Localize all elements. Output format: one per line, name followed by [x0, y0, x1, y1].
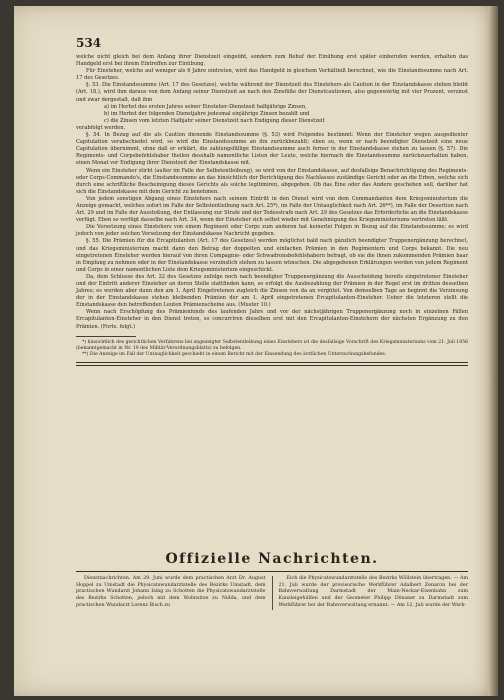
paragraph-section-54: §. 54. In Bezug auf die als Caution dienende Einstandssumme (§. 53) wird Folgendes bestimmt: Wenn der Einsteher wegen ausgedienter Capitulation verabschiedet wird, so wird die Einstandssumme an ihn zurückbezahlt; eben so, wenn er nach beendigter Dienstzeit eine neue Capitulation übernimmt, ohne daß er erklärt, die zahlungsfällige Einstandssumme auch ferner in der Einstandskasse stehen zu lassen (§. 57). Die Regiments- und Corpsbefehlshaber theilen desshalb namentliche Listen der Leute, welche hiernach die Einstandssumme zurückzuerhalten haben, einen Monat vor Endigung ihrer Dienstzeit der Einstandskasse mit. — [76, 132, 468, 167]
news-columns — [76, 576, 468, 610]
news-right-column — [279, 576, 469, 610]
news-paragraph: Dienstnachrichten. Am 29. Juni wurde dem practischen Arzt Dr. August Hoppel zu Umstadt die Physicatswundarztstelle des Bezirks Umstadt, dem practischen Wundarzt Johann Ising zu Schotten die Physicatswundarztstelle des Bezirks Schotten, jedoch mit dem Wohnsitze zu Nidda, und dem practischen Wundarzt Lorenz Bisch zu — [76, 576, 266, 608]
list-item: a) im Herbst des ersten Jahres seiner Einsteher-Dienstzeit halbjährige Zinsen, — [104, 103, 307, 110]
page-number: 534 — [76, 36, 102, 50]
list-item: c) die Zinsen vom letzten Halbjahr seiner Dienstzeit nach Endigung dieser Dienstzeit — [104, 117, 325, 124]
paragraph-section-55: §. 55. Die Prämien für die Ercapitulanten (Art. 17 des Gesetzes) werden möglichst bald nach gänzlich beendigter Truppenergänzung berechnet, und das Kriegsministerium macht dann den Betrag der doppelten und einfachen Prämien in den Regimentern und Corps bekannt. Die neu eingetretenen Einsteher werden hierauf von ihren Compagnie- oder Schwadronsbefehlshabern befragt, ob sie die ihnen zukommenden Prämien baar in Empfang zu nehmen oder in der Einstandskasse verzinslich stehen zu lassen wünschen. Die abgegebenen Erklärungen werden von jedem Regiment und Corps in einer namentlichen Liste dem Kriegsministerium eingeschickt. — [76, 238, 468, 273]
news-left-column — [76, 576, 266, 610]
main-text — [76, 54, 468, 366]
paragraph: Wenn nach Erschöpfung des Prämienfonds des laufenden Jahrs und vor der nächstjährigen Truppenergänzung noch in einzelnen Fällen Ercapitulanten-Einsteher in den Dienst treten, so concurriren dieselben erst mit den Ercapitulanten-Einstehern der nächsten Ergänzung zu den Prämien. (Forts. folgt.) — [76, 309, 468, 330]
paragraph: Von jedem sonstigen Abgang eines Einstehers nach seinem Eintritt in den Dienst wird von dem Commandanten dem Kriegsministerium die Anzeige gemacht, welches sofort im Falle der Selbstentleibung nach Art. 25*), im Falle der Untauglichkeit nach Art. 26**), im Falle der Desertion nach Art. 29 und im Falle der Ausstoßung, der Entlassung zur Strafe und der Todesstrafe nach Art. 29 des Gesetzes das Erforderliche an die Einstandskasse verfügt. Eben so verfügt dasselbe nach Art. 34, wenn der Einsteher sich selbst wieder mit Genehmigung des Kriegsministeriums vertreten läßt. — [76, 195, 468, 224]
footnote: *) hinsichtlich des gerichtlichen Verfahrens bei angezeigter Selbstentleibung eines Einstehers ist die desfallsige Vorschrift des Kriegsministeriums vom 21. Juli 1856 (bekanntgemacht in Nr. 19 des Militär-Verordnungsblatts) zu befolgen. — [76, 339, 468, 351]
list-item: b) im Herbst der folgenden Dienstjahre jedesmal einjährige Zinsen bezahlt und — [104, 110, 310, 117]
document-page — [14, 6, 498, 696]
list-tail: verabfolgt werden. — [76, 124, 126, 131]
footnote: **) Die Anzeige im Fall der Untauglichkeit geschieht in einem Bericht mit der Einsendung des ärztlichen Untersuchungsbefundes. — [82, 352, 387, 358]
paragraph: Da, dem Schlusse des Art. 22 des Gesetzes zufolge noch nach beendigter Truppenergänzung die Ausscheidung bereits eingetretener Einsteher und der Eintritt anderer Einsteher an deren Stelle stattfinden kann, so erfolgt die Ausbezahlung der Prämien in der Regel erst im dritten desselben Jahres; es werden aber dann den am 1. April Eingetretenen zugleich die Zinsen von da an vergütet. Von demselben Tage an beginnt die Verzinsung der in der Einstandskasse stehen bleibenden Prämien der am 1. April eingetretenen Ercapitulanten-Einsteher. Ueber die letzteren stellt die Einstandskasse den betreffenden Leuten Prämienscheine aus. (Muster 10.) — [76, 273, 468, 309]
paragraph-section-53: §. 53. Die Einstandssumme (Art. 17 des Gesetzes), welche während der Dienstzeit des Einstehers als Caution in der Einstandskasse stehen bleibt (Art. 18.), wird ihm daraus von dem Anfang seiner Dienstzeit an nach den Zinsfüße der Dienstcautionen, also gegenwärtig mit vier Prozent, verzinst und zwar dergestalt, daß ihm — [76, 82, 468, 103]
paragraph: Die Versetzung eines Einstehers von einem Regiment oder Corps zum anderen hat keinerlei Folgen in Bezug auf die Einstandssumme; es wird jedoch von jeder solchen Versetzung der Einstandskasse Nachricht gegeben. — [76, 224, 468, 238]
paragraph: Wenn ein Einsteher stirbt (außer im Falle der Selbstentleibung), so wird von der Einstandskasse, auf desfallsige Benachrichtigung des Regiments- oder Corps-Commando's, die Einstandssumme an das hinsichtlich der Berichtigung des Nachlasses zuständige Gericht oder an die Erben, welche sich durch eine schriftliche Bescheinigung dieses Gerichts als solche legitimiren, abgegeben. Ob das Eine oder das Andere geschehen soll, darüber hat sich die Einstandskasse mit dem Gericht zu benehmen. — [76, 167, 468, 195]
news-heading: Offizielle Nachrichten. — [165, 551, 379, 567]
footnotes — [76, 340, 468, 359]
paragraph: Für Einsteher, welche auf weniger als 6 Jahre eintreten, wird das Handgeld in gleichem Verhältniß berechnet, wie die Einstandssumme nach Art. 17 des Gesetzes. — [76, 68, 468, 82]
heading-divider — [76, 571, 468, 572]
footnote-divider — [76, 336, 136, 337]
news-paragraph: Eich die Physicatswundarztstelle des Bezirks Wöllstein übertragen. — Am 21. Juli wurde der provisorische Werkführer Adalbert Zenaron bei der Bahnverwaltung Darmstadt der Main-Neckar-Eisenbahn zum Kanzleigehülfen und der Geometer Philipp Dönsner zu Darmstadt zum Werkführer bei der Bahnverwaltung ernannt. — Am 12. Juli wurde der Werk- — [278, 576, 469, 608]
section-divider — [76, 362, 468, 366]
column-divider — [272, 576, 273, 610]
page-binding-shadow — [488, 6, 498, 696]
interest-list — [76, 104, 468, 125]
paragraph: welche nicht gleich bei dem Anfang ihrer Dienstzeit eingeübt, sondern zum Behuf der Einübung erst später einberufen werden, erhalten das Handgeld erst bei ihrem Eintreffen zur Einübung. — [76, 54, 468, 68]
